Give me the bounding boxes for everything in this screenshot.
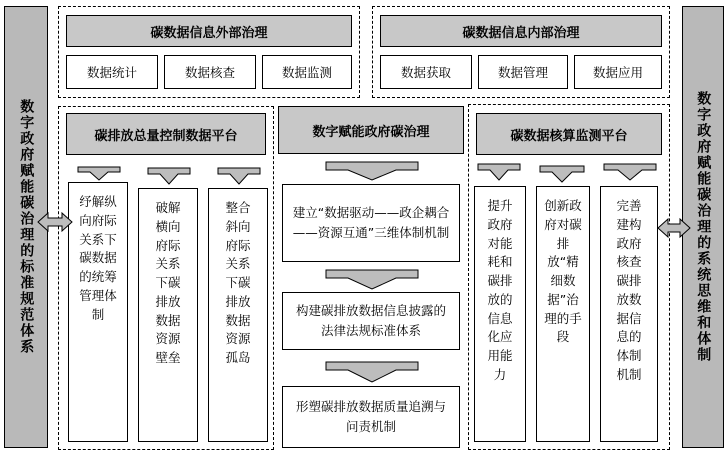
center-box-2-text: 构建碳排放数据信息披露的法律法规标准体系 bbox=[295, 303, 446, 338]
external-item-1-text: 数据统计 bbox=[86, 65, 137, 80]
external-item-2-text: 数据核查 bbox=[184, 65, 235, 80]
down-arrow bbox=[478, 164, 520, 180]
center-box-1-text: 建立“数据驱动——政企耦合——资源互通”三维体制机制 bbox=[292, 205, 450, 240]
left-col-3-text: 整合斜向府际关系下碳排放数据资源孤岛 bbox=[225, 200, 251, 365]
left-col-1-text: 纾解纵向府际关系下碳数据的统筹管理体制 bbox=[79, 194, 117, 322]
center-title-text: 数字赋能政府碳治理 bbox=[312, 124, 430, 140]
external-item-3-text: 数据监测 bbox=[281, 65, 332, 80]
down-arrow bbox=[604, 164, 656, 180]
double-arrow bbox=[38, 213, 72, 231]
down-arrow bbox=[326, 362, 418, 382]
internal-item-1-text: 数据获取 bbox=[400, 65, 451, 80]
left-side-text: 数字政府赋能碳治理的标准规范体系 bbox=[18, 99, 35, 355]
left-col-2-text: 破解横向府际关系下碳排放数据资源壁垒 bbox=[155, 200, 181, 365]
double-arrow bbox=[658, 219, 690, 237]
down-arrow bbox=[148, 168, 190, 184]
right-col-3-text: 完善建构政府核查碳排放数据信息的体制机制 bbox=[616, 198, 642, 382]
right-platform-title-text: 碳数据核算监测平台 bbox=[510, 128, 628, 144]
down-arrow bbox=[218, 168, 260, 184]
internal-item-3-text: 数据应用 bbox=[592, 65, 643, 80]
down-arrow bbox=[326, 270, 418, 289]
down-arrow bbox=[326, 162, 418, 180]
right-col-2-text: 创新政府对碳排放“精细数据”治理的手段 bbox=[544, 198, 582, 345]
down-arrow bbox=[78, 167, 120, 180]
left-platform-title-text: 碳排放总量控制数据平台 bbox=[94, 128, 238, 144]
right-side-text: 数字政府赋能碳治理的系统思维和体制 bbox=[695, 91, 712, 363]
external-title-text: 碳数据信息外部治理 bbox=[150, 25, 268, 41]
right-col-1-text: 提升政府对能耗和碳排放的信息化应用能力 bbox=[487, 198, 513, 382]
internal-item-2-text: 数据管理 bbox=[497, 65, 548, 80]
down-arrow bbox=[540, 166, 584, 182]
internal-title-text: 碳数据信息内部治理 bbox=[462, 25, 580, 41]
center-box-3-text: 形塑碳排放数据质量追溯与问责机制 bbox=[295, 399, 446, 434]
